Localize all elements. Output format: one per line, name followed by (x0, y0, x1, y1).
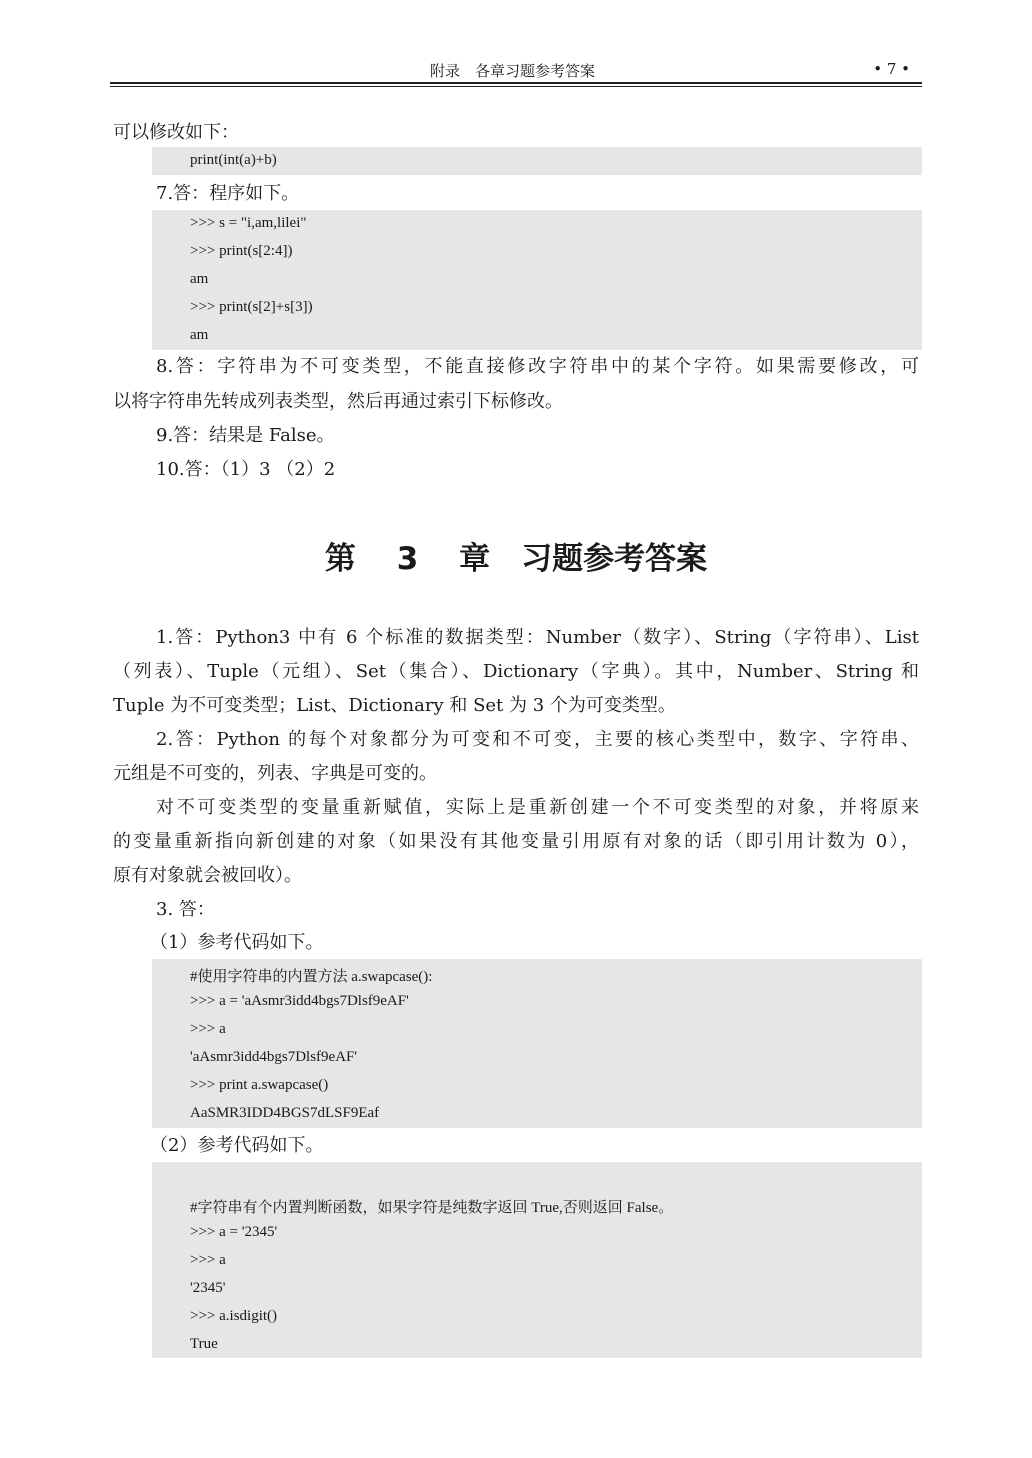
running-header (110, 58, 922, 84)
ch3-answer-1-line2: （列表）、Tuple（元组）、Set（集合）、Dictionary（字典）。其中，Number、String 和 (113, 661, 919, 682)
ch3-answer-2-line2: 元组是不可变的，列表、字典是可变的。 (113, 763, 437, 784)
ch3-answer-3-part1: （1）参考代码如下。 (150, 932, 324, 953)
code-line: AaSMR3IDD4BGS7dLSF9Eaf (190, 1105, 380, 1121)
ch3-answer-1-line3: Tuple 为不可变类型；List、Dictionary 和 Set 为 3 个为可变类型。 (113, 695, 676, 716)
ch3-answer-3: 3. 答： (156, 899, 215, 920)
answer-9: 9.答：结果是 False。 (156, 425, 335, 446)
answer-8-line2: 以将字符串先转成列表类型，然后再通过索引下标修改。 (113, 391, 563, 412)
code-block-2 (152, 210, 922, 350)
code-line: print(int(a)+b) (190, 152, 277, 168)
code-line: >>> print(s[2:4]) (190, 243, 293, 259)
code-line: 'aAsmr3idd4bgs7Dlsf9eAF' (190, 1049, 358, 1065)
code-line: True (190, 1336, 218, 1352)
header-title: 附录 各章习题参考答案 (430, 62, 596, 80)
answer-7: 7.答：程序如下。 (156, 183, 300, 204)
code-line: >>> a (190, 1021, 226, 1037)
chapter-title: 第 3 章 习题参考答案 (324, 541, 708, 577)
answer-10: 10.答：（1）3 （2）2 (156, 459, 336, 480)
code-block-1 (152, 147, 922, 175)
ch3-paragraph-line2: 的变量重新指向新创建的对象（如果没有其他变量引用原有对象的话（即引用计数为 0）， (113, 831, 919, 852)
code-line: >>> s = "i,am,lilei" (190, 215, 307, 231)
code-line: >>> print a.swapcase() (190, 1077, 329, 1093)
intro-text: 可以修改如下： (113, 122, 239, 143)
ch3-paragraph-line1: 对不可变类型的变量重新赋值，实际上是重新创建一个不可变类型的对象，并将原来 (156, 797, 919, 818)
code-line: >>> a = '2345' (190, 1224, 278, 1240)
code-line: >>> a = 'aAsmr3idd4bgs7Dlsf9eAF' (190, 993, 409, 1009)
code-line: #使用字符串的内置方法 a.swapcase(): (190, 969, 433, 985)
code-line: >>> a.isdigit() (190, 1308, 278, 1324)
ch3-answer-3-part2: （2）参考代码如下。 (150, 1135, 324, 1156)
answer-8-line1: 8.答：字符串为不可变类型，不能直接修改字符串中的某个字符。如果需要修改，可 (156, 356, 919, 377)
ch3-paragraph-line3: 原有对象就会被回收）。 (113, 865, 302, 886)
code-line: am (190, 327, 209, 343)
code-block-3 (152, 959, 922, 1128)
code-line: #字符串有个内置判断函数，如果字符是纯数字返回 True,否则返回 False。 (190, 1200, 674, 1216)
code-line: >>> a (190, 1252, 226, 1268)
ch3-answer-1-line1: 1.答：Python3 中有 6 个标准的数据类型：Number（数字）、String（字符串）、List (156, 627, 919, 648)
page-number: • 7 • (873, 60, 910, 78)
code-line: '2345' (190, 1280, 226, 1296)
code-line: >>> print(s[2]+s[3]) (190, 299, 313, 315)
code-block-4 (152, 1162, 922, 1358)
code-line: am (190, 271, 209, 287)
header-rule-thin (110, 86, 922, 87)
header-rule-thick (110, 82, 922, 84)
ch3-answer-2-line1: 2.答：Python 的每个对象都分为可变和不可变，主要的核心类型中，数字、字符串、 (156, 729, 919, 750)
